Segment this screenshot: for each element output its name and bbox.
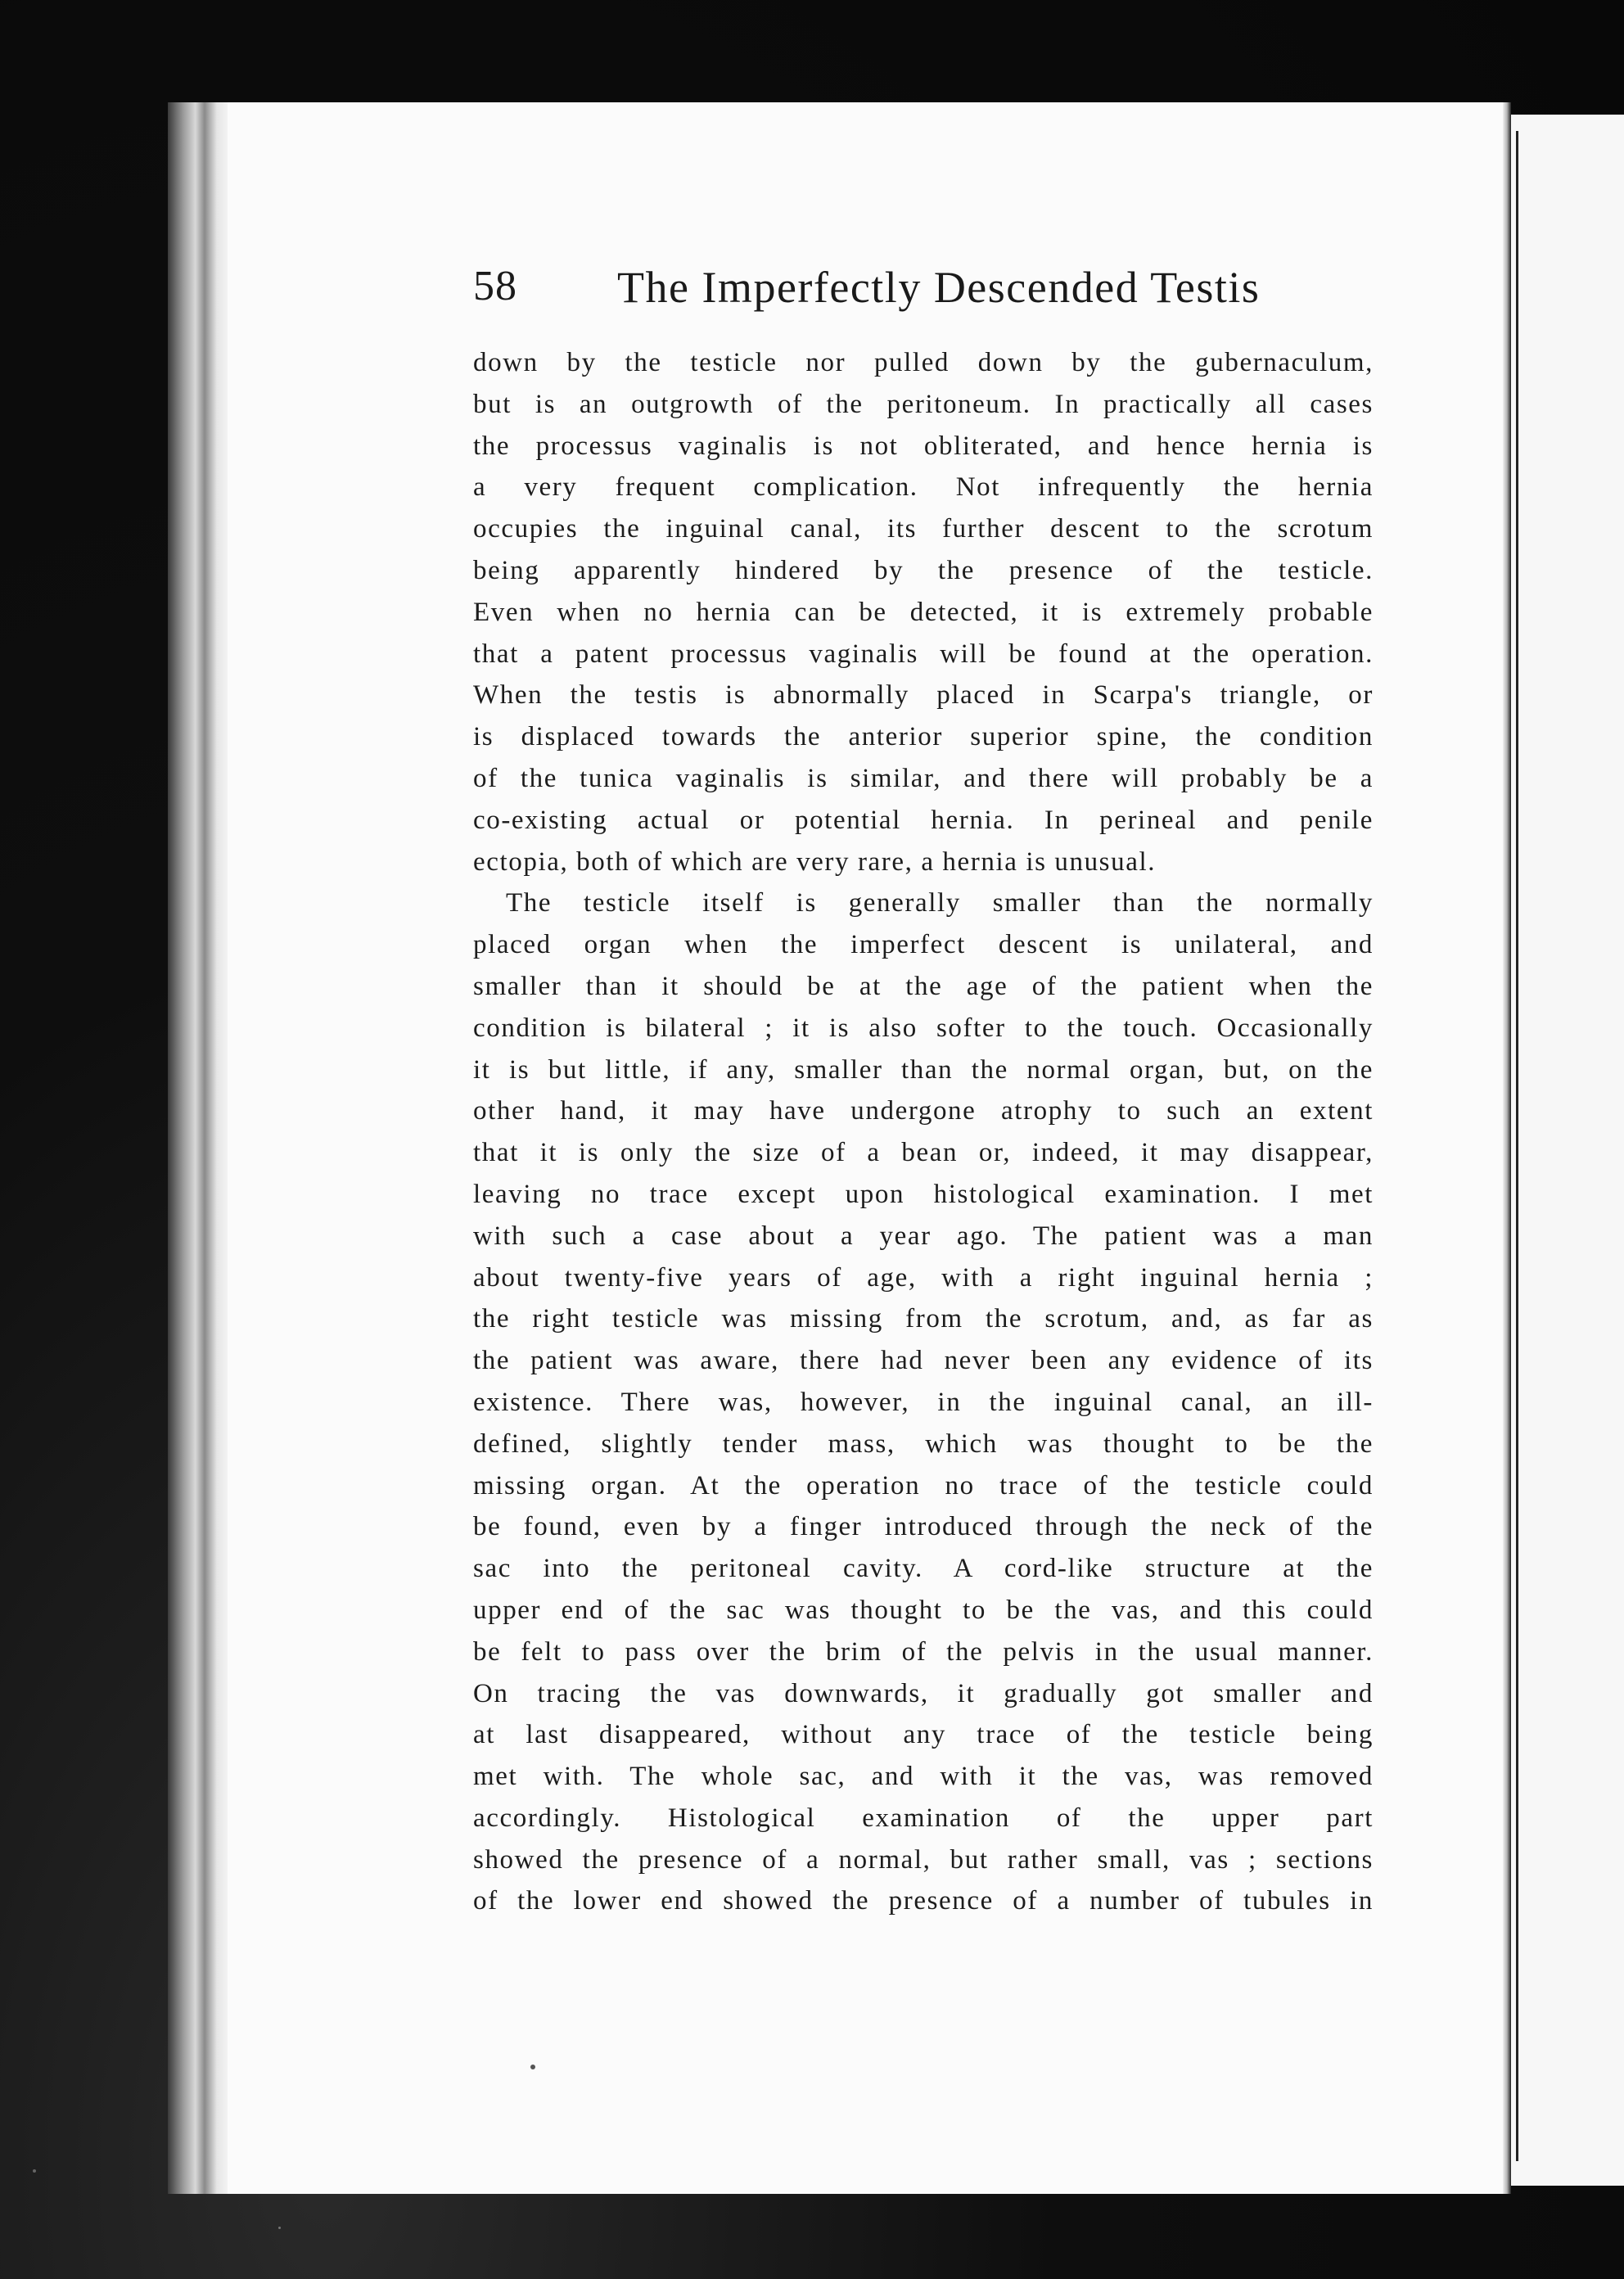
text-line: that a patent processus vaginalis will be found at the operation.	[473, 639, 1374, 669]
text-line: that it is only the size of a bean or, indeed, it may disappear,	[473, 1138, 1374, 1168]
dust-speck	[33, 2169, 36, 2173]
text-line: down by the testicle nor pulled down by the gubernaculum,	[473, 348, 1374, 377]
running-header	[473, 262, 1261, 327]
text-line: but is an outgrowth of the peritoneum. In practically all cases	[473, 389, 1374, 419]
text-line: defined, slightly tender mass, which was thought to be the	[473, 1428, 1374, 1459]
text-line: of the tunica vaginalis is similar, and there will probably be a	[473, 763, 1374, 793]
text-line: the patient was aware, there had never been any evidence of its	[473, 1346, 1374, 1376]
text-line: with such a case about a year ago. The patient was a man	[473, 1221, 1374, 1251]
page-stack-edge	[168, 102, 229, 2194]
text-line: sac into the peritoneal cavity. A cord-like structure at the	[473, 1554, 1374, 1584]
text-line: it is but little, if any, smaller than the normal organ, but, on the	[473, 1054, 1374, 1085]
text-line: showed the presence of a normal, but rather small, vas ; sections	[473, 1844, 1374, 1875]
text-line: at last disappeared, without any trace of the testicle being	[473, 1720, 1374, 1750]
text-line: is displaced towards the anterior superior spine, the condition	[473, 722, 1374, 752]
facing-page-edge	[1511, 115, 1624, 2186]
text-line: existence. There was, however, in the inguinal canal, an ill-	[473, 1387, 1374, 1417]
text-line: be found, even by a finger introduced through the neck of the	[473, 1512, 1374, 1542]
page-number: 58	[473, 263, 517, 309]
body-text	[473, 342, 1374, 1922]
text-line: occupies the inguinal canal, its further descent to the scrotum	[473, 514, 1374, 544]
text-line: leaving no trace except upon histological examination. I met	[473, 1179, 1374, 1209]
text-line: missing organ. At the operation no trace of the testicle could	[473, 1470, 1374, 1501]
text-line: a very frequent complication. Not infrequently the hernia	[473, 472, 1374, 503]
gutter-line	[1516, 131, 1518, 2161]
paragraph	[473, 342, 1374, 882]
text-line: placed organ when the imperfect descent is unilateral, and	[473, 930, 1374, 960]
text-line: When the testis is abnormally placed in Scarpa's triangle, or	[473, 680, 1374, 711]
page-fold-shadow	[1503, 102, 1511, 2194]
text-line: met with. The whole sac, and with it the vas, was removed	[473, 1762, 1374, 1792]
dust-speck	[530, 2065, 535, 2069]
dust-speck	[278, 2227, 281, 2229]
text-line: ectopia, both of which are very rare, a hernia is unusual.	[473, 846, 1157, 877]
text-line: Even when no hernia can be detected, it is extremely probable	[473, 597, 1374, 627]
paragraph	[473, 882, 1374, 1922]
text-line: accordingly. Histological examination of the upper part	[473, 1803, 1374, 1833]
text-line: be felt to pass over the brim of the pelvis in the usual manner.	[473, 1636, 1374, 1667]
text-line: The testicle itself is generally smaller than the normally	[506, 888, 1374, 918]
text-line: smaller than it should be at the age of the patient when the	[473, 971, 1374, 1001]
text-line: the processus vaginalis is not obliterated, and hence hernia is	[473, 431, 1374, 461]
text-line: other hand, it may have undergone atrophy to such an extent	[473, 1096, 1374, 1126]
text-line: upper end of the sac was thought to be the vas, and this could	[473, 1595, 1374, 1625]
running-title: The Imperfectly Descended Testis	[617, 263, 1261, 312]
text-line: the right testicle was missing from the scrotum, and, as far as	[473, 1304, 1374, 1334]
text-line: being apparently hindered by the presence of the testicle.	[473, 555, 1374, 585]
text-line: of the lower end showed the presence of a number of tubules in	[473, 1886, 1374, 1916]
text-line: condition is bilateral ; it is also softer to the touch. Occasionally	[473, 1013, 1374, 1043]
text-line: co-existing actual or potential hernia. In perineal and penile	[473, 805, 1374, 835]
text-line: about twenty-five years of age, with a right inguinal hernia ;	[473, 1262, 1374, 1293]
text-line: On tracing the vas downwards, it gradually got smaller and	[473, 1678, 1374, 1708]
